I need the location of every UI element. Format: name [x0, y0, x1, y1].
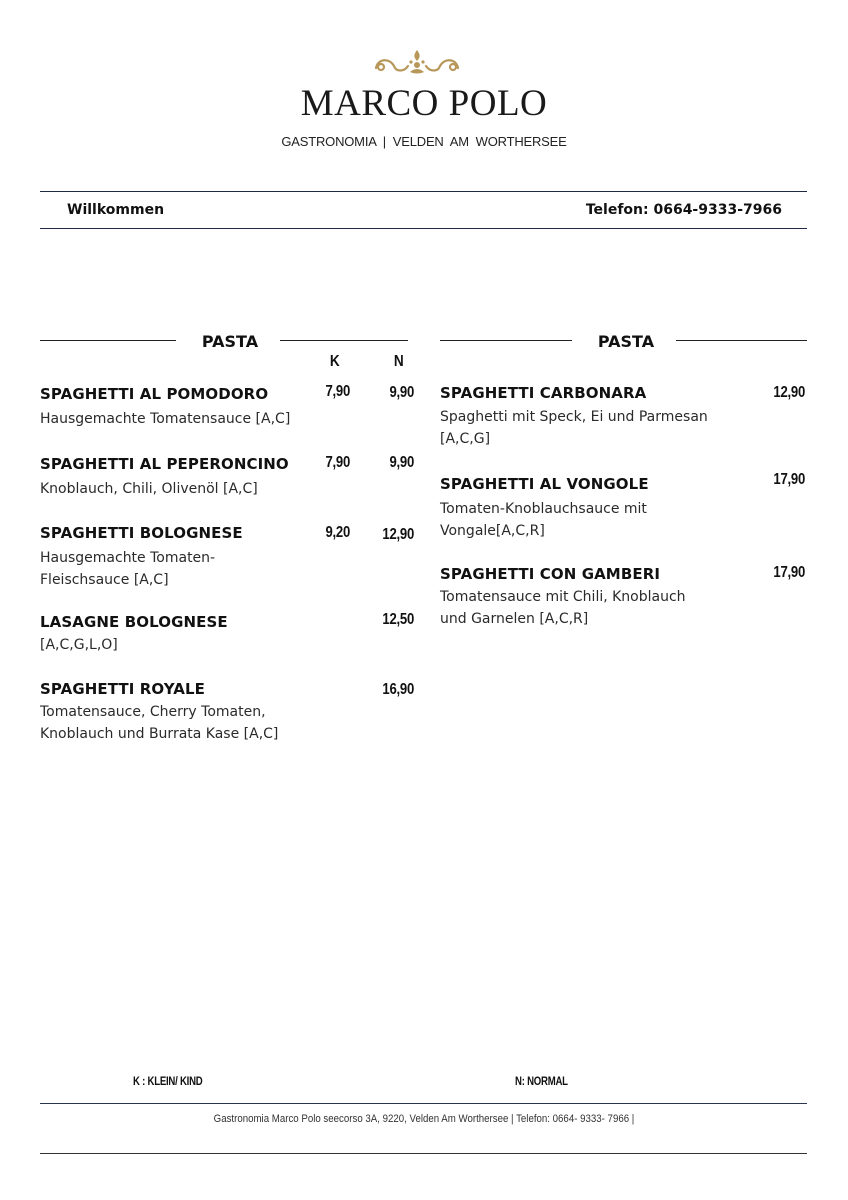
header-phone: Telefon: 0664-9333-7966 — [585, 202, 782, 218]
item-name: SPAGHETTI ROYALE — [40, 680, 205, 698]
item-description: [A,C,G,L,O] — [40, 637, 118, 653]
right-section-title: PASTA — [597, 332, 655, 351]
footer-bottom-rule — [40, 1153, 807, 1154]
item-price-k: 7,90 — [325, 454, 350, 471]
item-description: Fleischsauce [A,C] — [40, 572, 169, 588]
right-section-line-right — [676, 340, 807, 341]
column-k-header: K — [329, 353, 340, 370]
left-section-line-left — [40, 340, 176, 341]
left-section-line-right — [280, 340, 408, 341]
item-name: LASAGNE BOLOGNESE — [40, 613, 228, 631]
item-price-n: 12,90 — [382, 526, 414, 543]
item-description: Tomatensauce mit Chili, Knoblauch — [440, 589, 686, 605]
item-description: [A,C,G] — [440, 431, 491, 447]
item-name: SPAGHETTI CARBONARA — [440, 384, 647, 402]
item-name: SPAGHETTI BOLOGNESE — [40, 524, 243, 542]
legend-normal: N: NORMAL — [515, 1074, 568, 1088]
ornament-logo-icon — [372, 48, 462, 78]
header-bottom-rule — [40, 228, 807, 229]
brand-tagline: GASTRONOMIA | VELDEN AM WORTHERSEE — [281, 134, 567, 149]
item-name: SPAGHETTI AL PEPERONCINO — [40, 455, 289, 473]
item-name: SPAGHETTI AL POMODORO — [40, 385, 269, 403]
item-price-n: 12,50 — [382, 611, 414, 628]
header-top-rule — [40, 191, 807, 192]
item-price-k: 9,20 — [325, 524, 350, 541]
item-name: SPAGHETTI CON GAMBERI — [440, 565, 661, 583]
item-description: Tomatensauce, Cherry Tomaten, — [40, 704, 266, 720]
left-section-title: PASTA — [201, 332, 259, 351]
item-name: SPAGHETTI AL VONGOLE — [440, 475, 649, 493]
legend-klein: K : KLEIN/ KIND — [133, 1074, 203, 1088]
welcome-text: Willkommen — [67, 202, 165, 218]
item-price: 17,90 — [773, 564, 805, 581]
item-description: Vongale[A,C,R] — [440, 523, 545, 539]
brand-name: MARCO POLO — [300, 83, 548, 124]
item-price-n: 9,90 — [389, 384, 414, 401]
item-description: Knoblauch und Burrata Kase [A,C] — [40, 726, 279, 742]
item-description: und Garnelen [A,C,R] — [440, 611, 589, 627]
footer-top-rule — [40, 1103, 807, 1104]
item-description: Hausgemachte Tomatensauce [A,C] — [40, 411, 291, 427]
item-description: Tomaten-Knoblauchsauce mit — [440, 501, 647, 517]
column-n-header: N — [393, 353, 404, 370]
item-price: 12,90 — [773, 384, 805, 401]
item-description: Spaghetti mit Speck, Ei und Parmesan — [440, 409, 708, 425]
item-price: 17,90 — [773, 471, 805, 488]
footer-address: Gastronomia Marco Polo seecorso 3A, 9220, Velden Am Worthersee | Telefon: 0664- 9333- 7966 | — [213, 1113, 635, 1125]
item-description: Hausgemachte Tomaten- — [40, 550, 216, 566]
right-section-line-left — [440, 340, 572, 341]
item-price-k: 7,90 — [325, 383, 350, 400]
item-price-n: 9,90 — [389, 454, 414, 471]
item-description: Knoblauch, Chili, Olivenöl [A,C] — [40, 481, 258, 497]
item-price-n: 16,90 — [382, 681, 414, 698]
